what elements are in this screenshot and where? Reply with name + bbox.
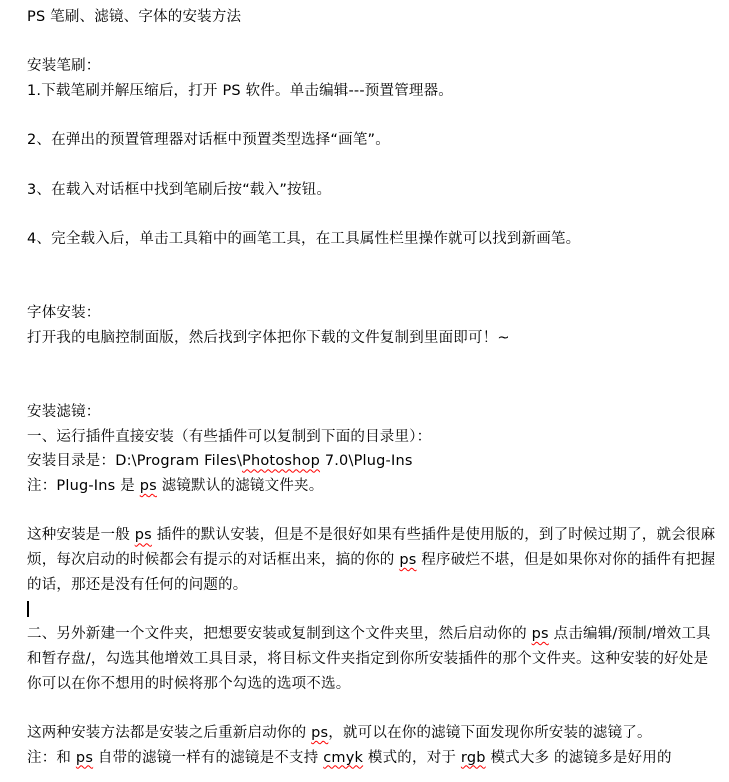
misspelled-word: ps [139, 478, 157, 495]
text-line[interactable] [27, 523, 716, 548]
blank-line[interactable] [27, 104, 711, 129]
text-line[interactable] [27, 400, 711, 425]
blank-line[interactable] [27, 499, 711, 524]
text-run: 一、运行插件直接安装（有些插件可以复制到下面的目录里）： [27, 428, 432, 445]
text-line[interactable] [27, 721, 711, 746]
text-run: 3、在载入对话框中找到笔刷后按“载入”按钮。 [27, 181, 332, 198]
text-run: 滤镜默认的滤镜文件夹。 [156, 478, 324, 495]
blank-line[interactable] [27, 30, 711, 55]
text-run: 和暂存盘/，勾选其他增效工具目录，将目标文件夹指定到你所安装插件的那个文件夹。这种安装的好处是 [27, 650, 709, 667]
text-run: 4、完全载入后，单击工具箱中的画笔工具，在工具属性栏里操作就可以找到新画笔。 [27, 231, 581, 248]
text-run: 字体安装： [27, 305, 101, 322]
misspelled-word: Photoshop [242, 453, 321, 470]
text-run: 安装滤镜： [27, 404, 101, 420]
text-line[interactable] [27, 227, 711, 252]
text-line[interactable] [27, 548, 716, 573]
misspelled-word: cmyk [323, 749, 364, 766]
text-line[interactable] [27, 647, 711, 672]
document-body[interactable] [27, 5, 716, 782]
text-run: 你可以在你不想用的时候将那个勾选的选项不选。 [27, 675, 351, 692]
text-run: 插件的默认安装，但是不是很好如果有些插件是使用版的，到了时候过期了，就会很麻 [151, 527, 716, 544]
text-line[interactable] [27, 672, 711, 697]
text-run: PS 笔刷、滤镜、字体的安装方法 [27, 9, 242, 25]
misspelled-word: ps [531, 626, 549, 643]
text-run: 安装笔刷： [27, 58, 101, 75]
text-run: 模式的，对于 [363, 749, 461, 766]
text-run: 1.下载笔刷并解压缩后，打开 PS 软件。单击编辑---预置管理器。 [27, 83, 453, 100]
text-run: 二、另外新建一个文件夹，把想要安装或复制到这个文件夹里，然后启动你的 [27, 626, 532, 643]
text-line[interactable] [27, 178, 711, 203]
text-run: 7.0\Plug-Ins [320, 453, 413, 470]
text-run: 模式大多 的滤镜多是好用的 [485, 749, 672, 766]
text-line[interactable] [27, 128, 711, 153]
text-run: 安装目录是：D:\Program Files\ [27, 453, 243, 470]
text-line[interactable] [27, 474, 711, 499]
text-run: 烦，每次启动的时候都会有提示的对话框出来，搞的你的 [27, 552, 400, 569]
blank-line[interactable] [27, 696, 711, 721]
text-line[interactable] [27, 301, 711, 326]
text-run: 注：和 [27, 749, 76, 766]
text-line[interactable] [27, 449, 711, 474]
text-cursor [27, 601, 29, 617]
text-run: 2、在弹出的预置管理器对话框中预置类型选择“画笔”。 [27, 132, 390, 149]
text-line[interactable] [27, 5, 711, 30]
text-line[interactable] [27, 326, 711, 351]
text-line[interactable] [27, 79, 711, 104]
misspelled-word: rgb [460, 749, 486, 766]
blank-line[interactable] [27, 252, 711, 277]
text-run: 打开我的电脑控制面版，然后找到字体把你下载的文件复制到里面即可！~ [27, 329, 510, 346]
text-line[interactable] [27, 425, 711, 450]
text-line[interactable] [27, 573, 711, 598]
text-run: 注：Plug-Ins 是 [27, 478, 140, 495]
blank-line[interactable] [27, 153, 711, 178]
misspelled-word: ps [311, 724, 329, 741]
blank-line[interactable] [27, 375, 711, 400]
misspelled-word: ps [134, 527, 152, 544]
text-run: 这两种安装方法都是安装之后重新启动你的 [27, 724, 312, 741]
blank-line[interactable] [27, 277, 711, 302]
text-run: ，就可以在你的滤镜下面发现你所安装的滤镜了。 [328, 724, 652, 741]
text-line[interactable] [27, 746, 711, 771]
text-run: 程序破烂不堪，但是如果你对你的插件有把握 [416, 552, 716, 569]
text-run: 点击编辑/预制/增效工具 [548, 626, 711, 643]
text-line[interactable] [27, 598, 711, 623]
text-run: 的话，那还是没有任何的问题的。 [27, 576, 248, 593]
text-line[interactable] [27, 54, 711, 79]
text-line[interactable] [27, 622, 711, 647]
misspelled-word: ps [75, 749, 94, 766]
blank-line[interactable] [27, 203, 711, 228]
text-run: 自带的滤镜一样有的滤镜是不支持 [93, 749, 324, 766]
text-run: 这种安装是一般 [27, 527, 135, 544]
misspelled-word: ps [399, 552, 417, 569]
blank-line[interactable] [27, 351, 711, 376]
